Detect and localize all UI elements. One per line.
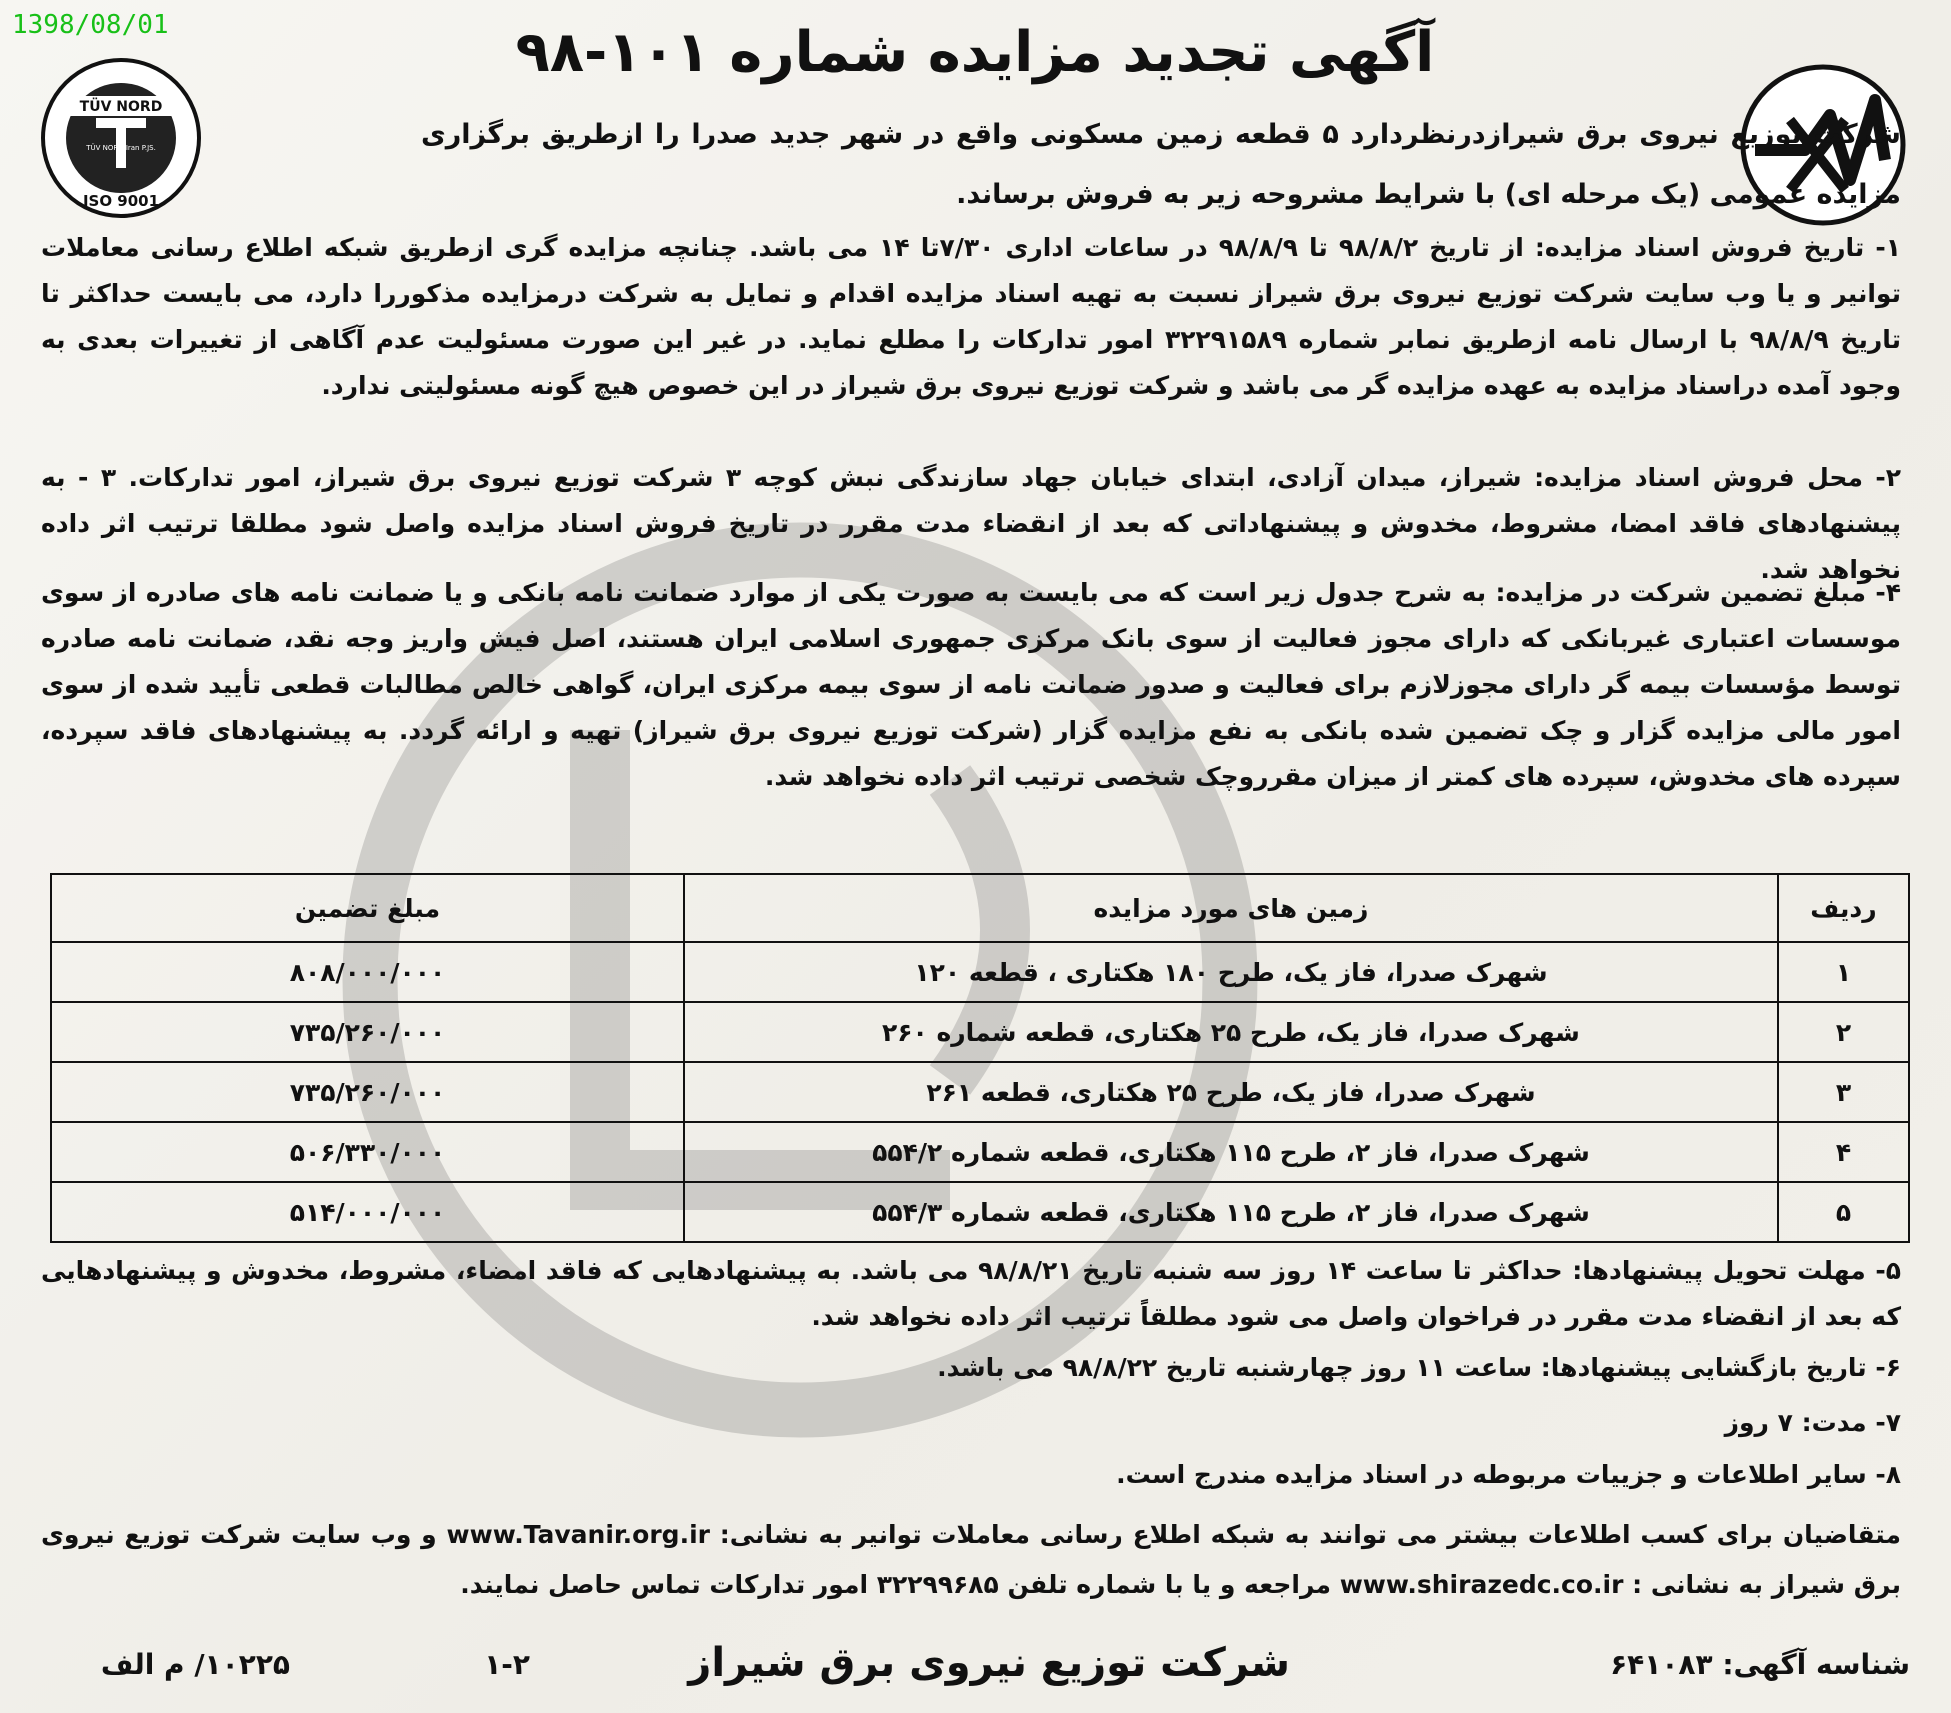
table-row <box>51 1002 1909 1062</box>
cell-guarantee-amount: ۷۳۵/۲۶۰/۰۰۰ <box>51 1062 684 1122</box>
section-6 <box>41 1345 1901 1391</box>
contact-text-b: و وب سایت شرکت توزیع نیروی برق شیراز به نشانی : <box>41 1520 1901 1599</box>
ad-id: شناسه آگهی: ۶۴۱۰۸۳ <box>1610 1648 1910 1681</box>
cell-land-description: شهرک صدرا، فاز یک، طرح ۲۵ هکتاری، قطعه ۲۶۱ <box>684 1062 1778 1122</box>
intro-paragraph: شرکت توزیع نیروی برق شیرازدرنظردارد ۵ قطعه زمین مسکونی واقع در شهر جدید صدرا را ازطریق برگزاری مزایده عمومی (یک مرحله ای) با شرایط مشروحه زیر به فروش برساند. <box>421 119 1901 210</box>
section-2-label: ۲- محل فروش اسناد مزایده: <box>1534 463 1902 492</box>
table-row <box>51 942 1909 1002</box>
cell-guarantee-amount: ۸۰۸/۰۰۰/۰۰۰ <box>51 942 684 1002</box>
section-1-text: از تاریخ ۹۸/۸/۲ تا ۹۸/۸/۹ در ساعات اداری ۷/۳۰تا ۱۴ می باشد. چنانچه مزایده گری ازطریق شبکه اطلاع رسانی معاملات توانیر و یا وب سایت شرکت توزیع نیروی برق شیراز نسبت به تهیه اسناد مزایده اقدام و تمایل به شرکت درمزایده مذکوررا دارد، می بایست حداکثر تا تاریخ ۹۸/۸/۹ با ارسال نامه ازطریق نمابر شماره ۳۲۲۹۱۵۸۹ امور تدارکات را مطلع نماید. در غیر این صورت مسئولیت عدم آگاهی از تغییرات بعدی به وجود آمده دراسناد مزایده به عهده مزایده گر می باشد و شرکت توزیع نیروی برق شیراز در این خصوص هیچ گونه مسئولیتی ندارد. <box>41 233 1902 400</box>
section-8: ۸- سایر اطلاعات و جزییات مربوطه در اسناد مزایده مندرج است. <box>1116 1460 1901 1489</box>
section-4-text: به شرح جدول زیر است که می بایست به صورت یکی از موارد ضمانت نامه بانکی و یا ضمانت نامه های صادره از سوی موسسات اعتباری غیربانکی که دارای مجوز فعالیت از سوی بانک مرکزی جمهوری اسلامی ایران هستند، اصل فیش واریز وجه نقد، ضمانت نامه صادره توسط مؤسسات بیمه گر دارای مجوزلازم برای فعالیت و صدور ضمانت نامه از سوی بیمه مرکزی ایران، گواهی خالص مطالبات قطعی تأیید شده از سوی امور مالی مزایده گزار و چک تضمین شده بانکی به نفع مزایده گزار (شرکت توزیع نیروی برق شیراز) تهیه و ارائه گردد. به پیشنهادهای فاقد سپرده، سپرده های مخدوش، سپرده های کمتر از میزان مقرروچک شخصی ترتیب اثر داده نخواهد شد. <box>41 578 1901 791</box>
cell-row-number: ۳ <box>1778 1062 1909 1122</box>
land-table <box>50 873 1910 1243</box>
section-6-text: ساعت ۱۱ روز چهارشنبه تاریخ ۹۸/۸/۲۲ می باشد. <box>937 1353 1541 1382</box>
section-5 <box>41 1248 1901 1340</box>
section-6-label: ۶- تاریخ بازگشایی پیشنهادها: <box>1540 1353 1901 1382</box>
table-row <box>51 1182 1909 1242</box>
section-7: ۷- مدت: ۷ روز <box>1724 1408 1901 1437</box>
page-title: آگهی تجدید مزایده شماره ۱۰۱-۹۸ <box>515 20 1435 85</box>
cell-land-description: شهرک صدرا، فاز ۲، طرح ۱۱۵ هکتاری، قطعه شماره ۵۵۴/۲ <box>684 1122 1778 1182</box>
section-4 <box>41 570 1901 800</box>
company-name: شرکت توزیع نیروی برق شیراز <box>688 1640 1290 1686</box>
cell-row-number: ۵ <box>1778 1182 1909 1242</box>
page-number: ۱-۲ <box>484 1648 530 1681</box>
tuv-brand-text: TÜV NORD <box>79 99 163 115</box>
header-guarantee-amount: مبلغ تضمین <box>51 874 684 942</box>
header-land-description: زمین های مورد مزایده <box>684 874 1778 942</box>
iso-text: ISO 9001 <box>82 192 160 210</box>
contact-text-c: مراجعه و یا با شماره تلفن ۳۲۲۹۹۶۸۵ امور تدارکات تماس حاصل نمایند. <box>460 1570 1340 1599</box>
tuv-subtext: TÜV NORD Iran P.JS. <box>86 144 156 152</box>
section-1 <box>41 225 1901 409</box>
shirazedc-link[interactable]: www.shirazedc.co.ir <box>1339 1570 1624 1599</box>
tavanir-link[interactable]: www.Tavanir.org.ir <box>446 1520 710 1549</box>
cell-land-description: شهرک صدرا، فاز یک، طرح ۱۸۰ هکتاری ، قطعه ۱۲۰ <box>684 942 1778 1002</box>
section-2-text: شیراز، میدان آزادی، ابتدای خیابان جهاد سازندگی نبش کوچه ۳ شرکت توزیع نیروی برق شیراز، امور تدارکات. ۳ - به پیشنهادهای فاقد امضا، مشروط، مخدوش و پیشنهاداتی که بعد از انقضاء مدت مقرر در تاریخ فروش اسناد مزایده واصل شود مطلقا ترتیب اثر داده نخواهد شد. <box>41 463 1901 584</box>
cell-land-description: شهرک صدرا، فاز ۲، طرح ۱۱۵ هکتاری، قطعه شماره ۵۵۴/۳ <box>684 1182 1778 1242</box>
footer <box>50 1640 1910 1700</box>
section-5-text: حداکثر تا ساعت ۱۴ روز سه شنبه تاریخ ۹۸/۸/۲۱ می باشد. به پیشنهادهایی که فاقد امضاء، مشروط، مخدوش و پیشنهادهایی که بعد از انقضاء مدت مقرر در فراخوان واصل می شود مطلقاً ترتیب اثر داده نخواهد شد. <box>41 1256 1901 1331</box>
cell-row-number: ۲ <box>1778 1002 1909 1062</box>
contact-text-a: متقاضیان برای کسب اطلاعات بیشتر می توانند به شبکه اطلاع رسانی معاملات توانیر به نشانی: <box>709 1520 1901 1549</box>
cell-row-number: ۱ <box>1778 942 1909 1002</box>
table-row <box>51 1062 1909 1122</box>
cell-guarantee-amount: ۷۳۵/۲۶۰/۰۰۰ <box>51 1002 684 1062</box>
header-row-number: ردیف <box>1778 874 1909 942</box>
section-4-label: ۴- مبلغ تضمین شرکت در مزایده: <box>1495 578 1902 607</box>
cell-land-description: شهرک صدرا، فاز یک، طرح ۲۵ هکتاری، قطعه شماره ۲۶۰ <box>684 1002 1778 1062</box>
cell-row-number: ۴ <box>1778 1122 1909 1182</box>
contact-paragraph <box>41 1510 1901 1610</box>
cell-guarantee-amount: ۵۱۴/۰۰۰/۰۰۰ <box>51 1182 684 1242</box>
ad-code: ۱۰۲۲۵/ م الف <box>100 1648 290 1681</box>
date-stamp: 1398/08/01 <box>12 10 169 40</box>
tuv-iso-logo <box>36 48 206 228</box>
section-1-label: ۱- تاریخ فروش اسناد مزایده: <box>1534 233 1901 262</box>
table-row <box>51 1122 1909 1182</box>
table-header-row <box>51 874 1909 942</box>
cell-guarantee-amount: ۵۰۶/۳۳۰/۰۰۰ <box>51 1122 684 1182</box>
section-5-label: ۵- مهلت تحویل پیشنهادها: <box>1572 1256 1901 1285</box>
